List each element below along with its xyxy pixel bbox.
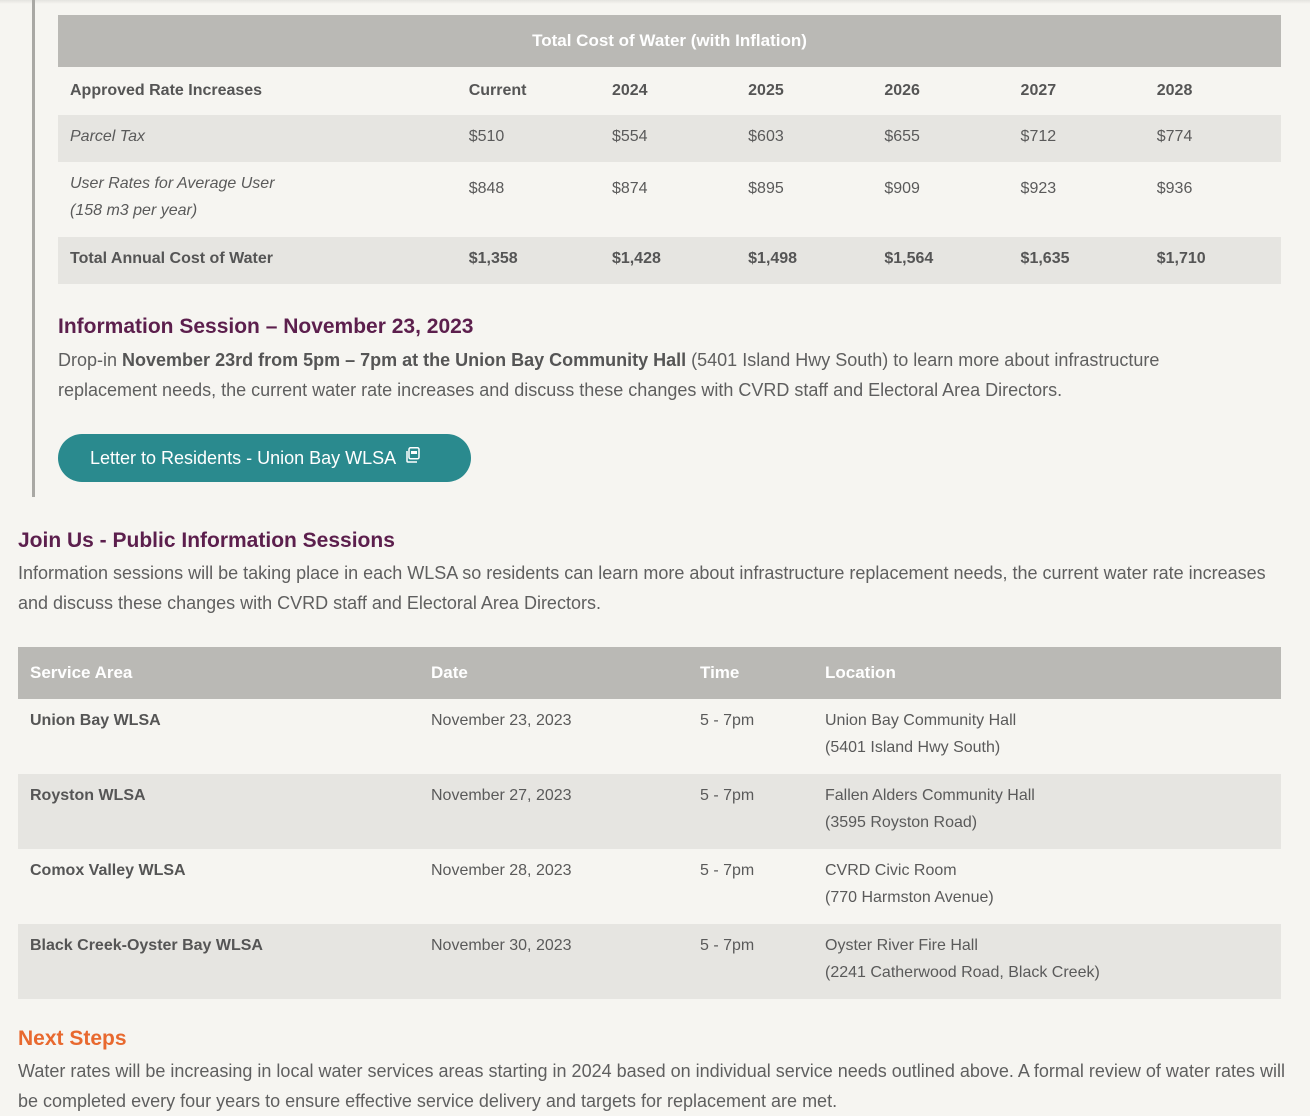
- location-cell: [813, 849, 1281, 924]
- cost-col-header: Approved Rate Increases: [58, 67, 457, 115]
- cell-value: $774: [1145, 115, 1281, 162]
- date-cell: November 23, 2023: [431, 712, 572, 729]
- cell-value: $936: [1156, 180, 1193, 197]
- cell-value: $554: [600, 115, 736, 162]
- cell-value: $712: [1009, 115, 1145, 162]
- table-row: [18, 849, 1281, 924]
- location-cell: [813, 774, 1281, 849]
- sessions-table: [18, 647, 1281, 999]
- cell-value: $1,428: [600, 237, 736, 284]
- accordion-left-border: [32, 0, 35, 497]
- location-address: (3595 Royston Road): [825, 814, 978, 831]
- time-cell: 5 - 7pm: [700, 862, 755, 879]
- location-cell: [813, 924, 1281, 999]
- table-row: [58, 162, 1281, 237]
- join-us-heading: Join Us - Public Information Sessions: [18, 529, 395, 552]
- cell-value: $874: [611, 180, 648, 197]
- location-name: Fallen Alders Community Hall: [825, 787, 1035, 804]
- cell-value: $1,564: [872, 237, 1008, 284]
- service-area-cell: Royston WLSA: [18, 774, 419, 849]
- cell-value: $895: [748, 180, 784, 197]
- location-name: CVRD Civic Room: [825, 862, 957, 879]
- cell-value: $1,498: [736, 237, 872, 284]
- cell-value: $909: [884, 180, 920, 197]
- cell-value: $603: [736, 115, 872, 162]
- info-text-bold: November 23rd from 5pm – 7pm at the Union Bay Community Hall: [122, 350, 687, 370]
- service-area-cell: Comox Valley WLSA: [30, 862, 186, 879]
- cost-col-header: 2025: [736, 67, 872, 115]
- info-text-suffix: (5401 Island Hwy South) to learn more about infrastructure replacement needs, the current water rate increases and discuss these changes with CVRD staff and Electoral Area Directors.: [58, 350, 1160, 400]
- time-cell: 5 - 7pm: [700, 712, 755, 729]
- cost-of-water-table: [58, 15, 1281, 284]
- info-session-heading: Information Session – November 23, 2023: [58, 315, 474, 338]
- cost-col-header: 2026: [872, 67, 1008, 115]
- row-label: [58, 162, 457, 237]
- location-address: (770 Harmston Avenue): [825, 889, 994, 906]
- time-cell: 5 - 7pm: [688, 924, 813, 999]
- join-us-text: Information sessions will be taking place in each WLSA so residents can learn more about infrastructure replacement needs, the current water rate increases and discuss these changes with CVRD staff and Electoral Area Directors.: [18, 563, 1266, 613]
- top-edge-divider: [0, 0, 1310, 4]
- date-cell: November 28, 2023: [431, 862, 572, 879]
- table-row: [18, 924, 1281, 999]
- info-text-prefix: Drop-in: [58, 350, 123, 370]
- cost-col-header: 2024: [600, 67, 736, 115]
- sessions-col-header: Service Area: [18, 647, 419, 699]
- cost-table-title: Total Cost of Water (with Inflation): [58, 15, 1281, 67]
- cost-table-title-row: [58, 15, 1281, 67]
- service-area-cell: Black Creek-Oyster Bay WLSA: [18, 924, 419, 999]
- info-session-text: [58, 345, 1258, 405]
- table-row: [18, 699, 1281, 774]
- table-row: [18, 774, 1281, 849]
- cell-value: $923: [1020, 180, 1057, 197]
- cell-value: $1,710: [1145, 237, 1281, 284]
- cost-col-header: Current: [457, 67, 600, 115]
- time-cell: 5 - 7pm: [688, 774, 813, 849]
- location-address: (2241 Catherwood Road, Black Creek): [825, 964, 1100, 981]
- row-label-sub: (158 m3 per year): [70, 202, 198, 219]
- row-label: Parcel Tax: [58, 115, 457, 162]
- location-name: Oyster River Fire Hall: [825, 937, 978, 954]
- sessions-col-header: Location: [813, 647, 1281, 699]
- cell-value: $1,358: [457, 237, 600, 284]
- row-label-main: User Rates for Average User: [70, 175, 275, 192]
- letter-to-residents-button[interactable]: [58, 434, 471, 482]
- cell-value: $655: [872, 115, 1008, 162]
- sessions-col-header: Date: [419, 647, 688, 699]
- location-address: (5401 Island Hwy South): [825, 739, 1001, 756]
- cell-value: $510: [457, 115, 600, 162]
- location-cell: [813, 699, 1281, 774]
- date-cell: November 27, 2023: [419, 774, 688, 849]
- next-steps-heading: Next Steps: [18, 1027, 127, 1050]
- date-cell: November 30, 2023: [419, 924, 688, 999]
- table-row-total: [58, 237, 1281, 284]
- cell-value: $1,635: [1009, 237, 1145, 284]
- service-area-cell: Union Bay WLSA: [30, 712, 161, 729]
- table-row: [58, 115, 1281, 162]
- cell-value: $848: [468, 180, 505, 197]
- sessions-header-row: [18, 647, 1281, 699]
- letter-button-label: Letter to Residents - Union Bay WLSA: [90, 447, 397, 468]
- row-label: Total Annual Cost of Water: [58, 237, 457, 284]
- cost-table-header-row: [58, 67, 1281, 115]
- location-name: Union Bay Community Hall: [825, 712, 1017, 729]
- pdf-icon: [406, 447, 420, 463]
- cost-col-header: 2028: [1145, 67, 1281, 115]
- cost-col-header: 2027: [1009, 67, 1145, 115]
- sessions-col-header: Time: [688, 647, 813, 699]
- next-steps-text: Water rates will be increasing in local water services areas starting in 2024 based on individual service needs outlined above. A formal review of water rates will be completed every four years to ensure effective service delivery and targets for replacement are met.: [18, 1061, 1285, 1111]
